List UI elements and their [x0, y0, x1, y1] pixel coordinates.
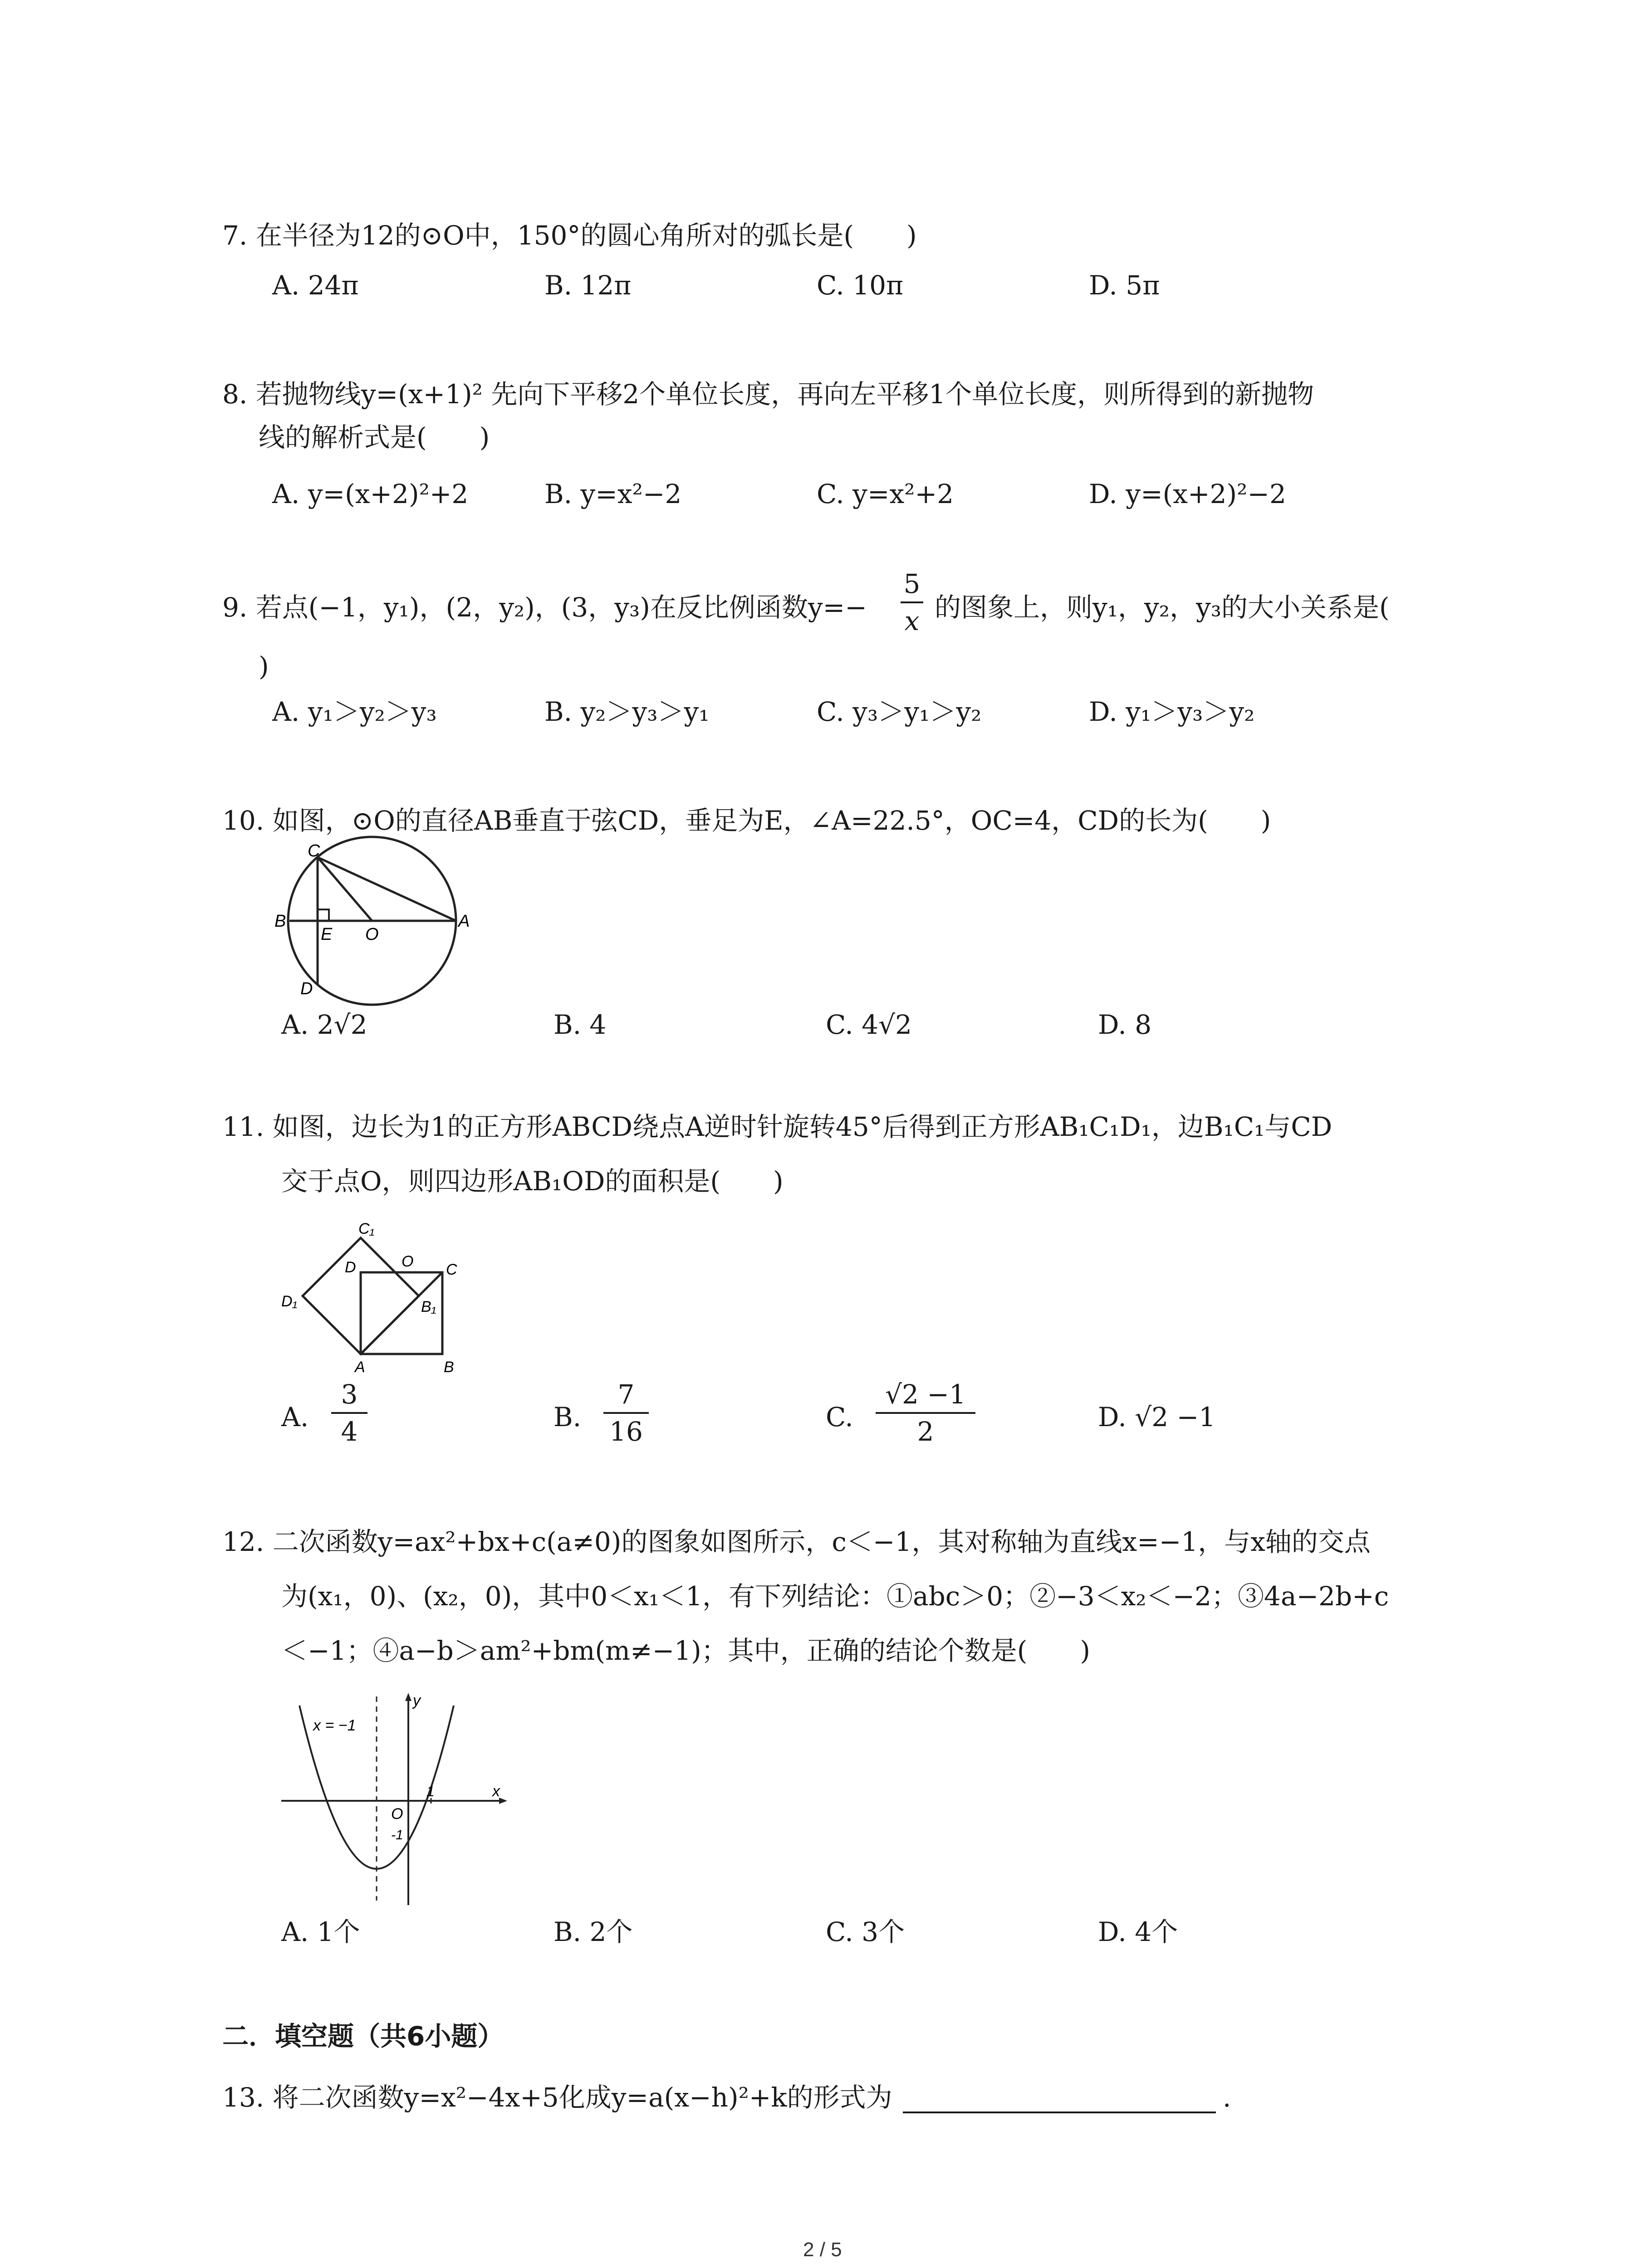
q9-option-c: C. y₃＞y₁＞y₂: [817, 696, 982, 727]
q10-option-a: A. 2√2: [281, 1009, 367, 1040]
q8-option-c: C. y=x²+2: [817, 479, 954, 509]
x-label: x: [492, 1783, 500, 1800]
q12-parabola-figure: [272, 1687, 517, 1914]
q11-option-a-letter: A.: [281, 1402, 309, 1432]
label-a: A: [355, 1359, 365, 1376]
label-a: A: [458, 912, 470, 931]
q10-circle-figure: [272, 841, 470, 998]
fraction-bar: [331, 1412, 367, 1414]
label-d: D: [300, 979, 313, 998]
right-angle-mark: [318, 909, 329, 921]
q8-option-a: A. y=(x+2)²+2: [272, 479, 469, 509]
q11-option-c-denominator: 2: [917, 1416, 934, 1447]
q11-option-b-fraction: [603, 1381, 649, 1445]
q11-option-c-fraction: [876, 1381, 975, 1445]
q9-fraction-numerator: 5: [903, 568, 921, 599]
q11-option-c-numerator: √2 −1: [885, 1379, 966, 1410]
q11-option-d: D. √2 −1: [1098, 1402, 1216, 1432]
q9-option-a: A. y₁＞y₂＞y₃: [272, 696, 437, 727]
q12-option-b: B. 2个: [554, 1916, 633, 1947]
x-axis-arrow: [499, 1798, 507, 1804]
q7-option-a: A. 24π: [272, 270, 359, 301]
label-o: O: [365, 925, 379, 944]
q10-option-b: B. 4: [554, 1009, 607, 1040]
q11-stem-line1: 11. 如图，边长为1的正方形ABCD绕点A逆时针旋转45°后得到正方形AB₁C₁D₁，边B₁C₁与CD: [222, 1111, 1332, 1142]
q7-option-c: C. 10π: [817, 270, 904, 301]
q12-stem-line3: ＜−1；④a−b＞am²+bm(m≠−1)；其中，正确的结论个数是( ): [281, 1635, 1090, 1666]
origin-label: O: [391, 1805, 403, 1823]
label-b1: B₁: [421, 1298, 436, 1315]
q10-option-d: D. 8: [1098, 1009, 1152, 1040]
label-o: O: [402, 1253, 414, 1270]
q12-option-c: C. 3个: [826, 1916, 905, 1947]
symmetry-label: x = −1: [313, 1717, 356, 1734]
q12-stem-line1: 12. 二次函数y=ax²+bx+c(a≠0)的图象如图所示，c＜−1，其对称轴为直线x=−1，与x轴的交点: [222, 1526, 1371, 1557]
q11-option-a-fraction: [331, 1381, 367, 1445]
q8-option-d: D. y=(x+2)²−2: [1089, 479, 1286, 509]
q9-stem-part2: 的图象上，则y₁，y₂，y₃的大小关系是(: [935, 592, 1390, 623]
fraction-bar: [901, 601, 923, 603]
q10-stem: 10. 如图，⊙O的直径AB垂直于弦CD，垂足为E，∠A=22.5°，OC=4，CD的长为( ): [222, 805, 1271, 836]
q13-period: .: [1223, 2082, 1231, 2113]
fraction-bar: [603, 1412, 649, 1414]
q12-option-a: A. 1个: [281, 1916, 360, 1947]
section-heading: 二．填空题（共6小题）: [222, 2021, 504, 2052]
q13-answer-blank[interactable]: [903, 2112, 1216, 2113]
label-b: B: [274, 912, 286, 931]
q11-square-figure: [281, 1216, 499, 1379]
q9-option-d: D. y₁＞y₃＞y₂: [1089, 696, 1255, 727]
label-c: C: [308, 841, 320, 860]
q7-option-d: D. 5π: [1089, 270, 1160, 301]
q11-option-b-letter: B.: [554, 1402, 582, 1432]
page-number: 2 / 5: [803, 2239, 842, 2261]
label-d1: D₁: [281, 1293, 298, 1310]
q9-fraction-denominator: x: [904, 606, 920, 636]
q9-stem-part1: 9. 若点(−1，y₁)，(2，y₂)，(3，y₃)在反比例函数y=−: [222, 592, 867, 623]
q11-option-b-denominator: 16: [609, 1416, 643, 1447]
one-label: 1: [426, 1783, 435, 1799]
q8-stem-line1: 8. 若抛物线y=(x+1)² 先向下平移2个单位长度，再向左平移1个单位长度，则所得到的新抛物: [222, 379, 1314, 410]
q9-option-b: B. y₂＞y₃＞y₁: [544, 696, 710, 727]
q8-stem-line2: 线的解析式是( ): [259, 422, 490, 453]
label-e: E: [321, 925, 333, 944]
q7-option-b: B. 12π: [544, 270, 632, 301]
q7-stem: 7. 在半径为12的⊙O中，150°的圆心角所对的弧长是( ): [222, 220, 917, 251]
q13-stem: 13. 将二次函数y=x²−4x+5化成y=a(x−h)²+k的形式为: [222, 2082, 892, 2113]
q8-option-b: B. y=x²−2: [544, 479, 682, 509]
q9-fraction: [901, 568, 923, 636]
q9-stem-line2: ): [259, 651, 269, 682]
q10-option-c: C. 4√2: [826, 1009, 912, 1040]
y-axis-arrow: [405, 1693, 411, 1701]
label-c1: C₁: [358, 1220, 375, 1237]
q12-option-d: D. 4个: [1098, 1916, 1178, 1947]
segment-oc: [318, 857, 372, 921]
label-b: B: [444, 1359, 454, 1376]
q11-stem-line2: 交于点O，则四边形AB₁OD的面积是( ): [281, 1166, 784, 1197]
y-label: y: [413, 1692, 421, 1709]
neg-one-label: -1: [391, 1828, 403, 1843]
q11-option-c-letter: C.: [826, 1402, 853, 1432]
q12-stem-line2: 为(x₁，0)、(x₂，0)，其中0＜x₁＜1，有下列结论：①abc＞0；②−3＜x₂＜−2；③4a−2b+c: [281, 1581, 1389, 1612]
label-c: C: [446, 1261, 457, 1278]
label-d: D: [345, 1259, 356, 1276]
q11-option-a-numerator: 3: [341, 1379, 358, 1410]
q11-option-b-numerator: 7: [617, 1379, 635, 1410]
fraction-bar: [876, 1412, 975, 1414]
q11-option-a-denominator: 4: [341, 1416, 358, 1447]
